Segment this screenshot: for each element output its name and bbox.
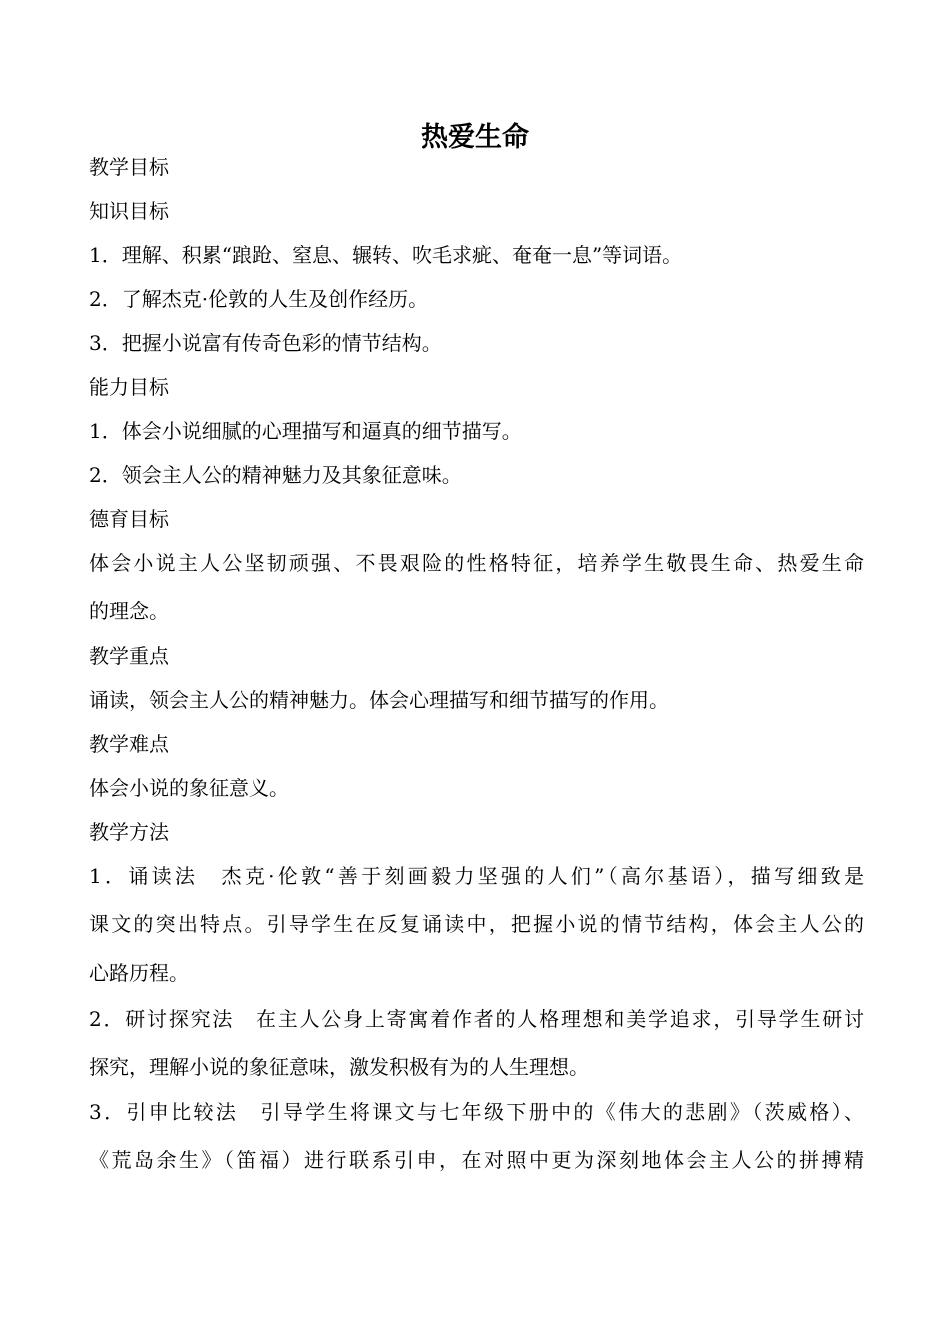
paragraph-line: 体会小说主人公坚韧顽强、不畏艰险的性格特征，培养学生敬畏生命、热爱生命 xyxy=(89,551,864,575)
paragraph-line: 心路历程。 xyxy=(89,961,189,985)
list-item: 3．把握小说富有传奇色彩的情节结构。 xyxy=(89,331,442,355)
section-heading-difficulties: 教学难点 xyxy=(89,732,169,756)
section-heading-key-points: 教学重点 xyxy=(89,644,169,668)
list-item: 1．理解、积累“踉跄、窒息、辗转、吹毛求疵、奄奄一息”等词语。 xyxy=(89,243,683,267)
paragraph-line: 课文的突出特点。引导学生在反复诵读中，把握小说的情节结构，体会主人公的 xyxy=(89,912,864,936)
list-item: 3．引申比较法 引导学生将课文与七年级下册中的《伟大的悲剧》（茨威格）、 xyxy=(89,1100,864,1124)
list-item: 1．体会小说细腻的心理描写和逼真的细节描写。 xyxy=(89,419,522,443)
list-item: 2．研讨探究法 在主人公身上寄寓着作者的人格理想和美学追求，引导学生研讨 xyxy=(89,1007,864,1031)
document-title: 热爱生命 xyxy=(421,122,529,153)
subsection-heading-moral-goals: 德育目标 xyxy=(89,507,169,531)
paragraph-line: 的理念。 xyxy=(89,599,169,623)
section-heading-teaching-methods: 教学方法 xyxy=(89,820,169,844)
list-item: 2．领会主人公的精神魅力及其象征意味。 xyxy=(89,463,462,487)
subsection-heading-ability-goals: 能力目标 xyxy=(89,375,169,399)
list-item: 2．了解杰克·伦敦的人生及创作经历。 xyxy=(89,287,429,311)
section-heading-teaching-goals: 教学目标 xyxy=(89,155,169,179)
list-item: 1．诵读法 杰克·伦敦“善于刻画毅力坚强的人们”（高尔基语），描写细致是 xyxy=(89,864,864,888)
paragraph-line: 《荒岛余生》（笛福）进行联系引申，在对照中更为深刻地体会主人公的拼搏精 xyxy=(89,1148,864,1172)
paragraph-line: 诵读，领会主人公的精神魅力。体会心理描写和细节描写的作用。 xyxy=(89,688,669,712)
subsection-heading-knowledge-goals: 知识目标 xyxy=(89,199,169,223)
paragraph-line: 体会小说的象征意义。 xyxy=(89,776,289,800)
paragraph-line: 探究，理解小说的象征意味，激发积极有为的人生理想。 xyxy=(89,1055,589,1079)
